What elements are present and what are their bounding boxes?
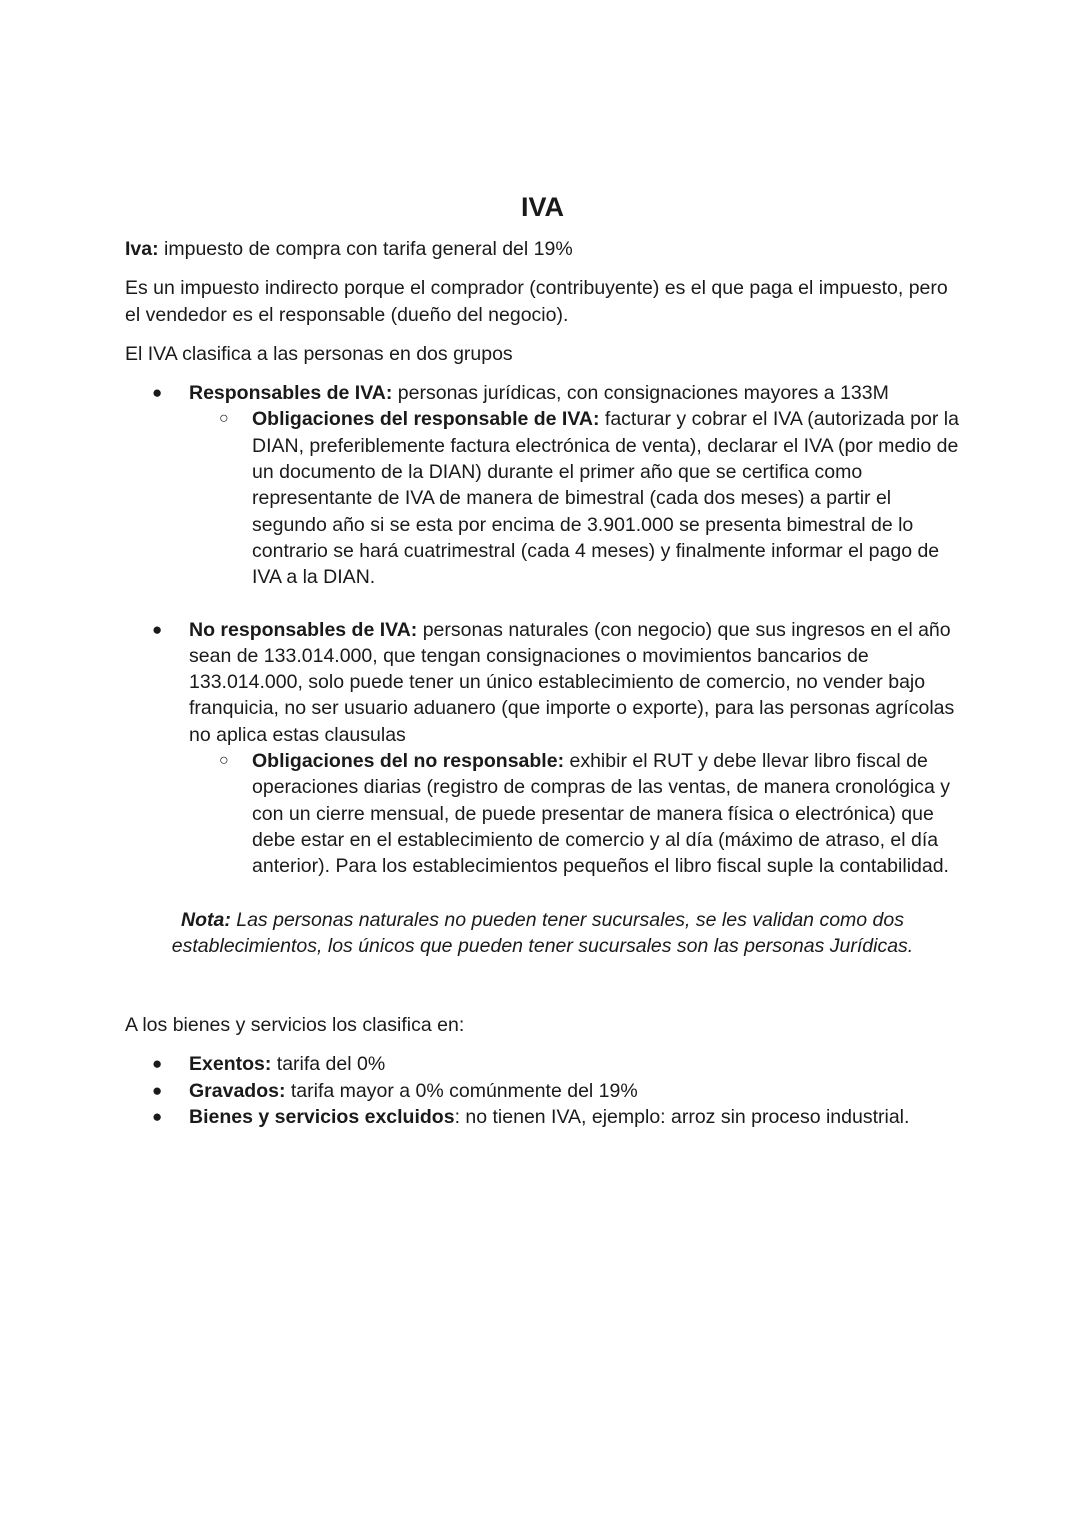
page-title: IVA (520, 192, 564, 222)
note-paragraph (125, 907, 960, 960)
item-label: Bienes y servicios excluidos (189, 1106, 455, 1129)
bullet-icon: ● (152, 619, 163, 639)
sub-item-text: facturar y cobrar el IVA (autorizada por la DIAN, preferiblemente factura electrónica de venta), declarar el IVA (por medio de un documento de la DIAN) durante el primer año que se certifica como representante de IVA de manera de bimestral (cada dos meses) a partir el segundo año si se esta por encima de 3.901.000 se presenta bimestral de lo contrario se hará cuatrimestral (cada 4 meses) y finalmente informar el pago de IVA a la DIAN. (252, 408, 959, 589)
bullet-icon: ● (152, 1054, 163, 1074)
iva-definition-label: Iva: (125, 238, 159, 260)
goods-list (125, 1051, 960, 1130)
item-text: tarifa del 0% (271, 1053, 386, 1076)
item-label: Exentos: (189, 1053, 272, 1076)
note-label: Nota: (181, 908, 231, 931)
sub-item-obligaciones-responsable (189, 406, 960, 590)
sub-item-obligaciones-no-responsable (189, 748, 960, 879)
item-text: tarifa mayor a 0% comúnmente del 19% (285, 1079, 638, 1102)
document-page (125, 190, 960, 1130)
sub-item-label: Obligaciones del no responsable: (252, 750, 565, 773)
sub-list (189, 748, 960, 879)
groups-intro: El IVA clasifica a las personas en dos grupos (125, 342, 513, 365)
list-item-no-responsables (125, 617, 960, 880)
iva-definition-text: impuesto de compra con tarifa general del 19% (158, 238, 573, 260)
list-item-exentos (125, 1051, 960, 1077)
iva-definition (125, 236, 960, 262)
sub-item-label: Obligaciones del responsable de IVA: (252, 408, 600, 431)
bullet-icon: ● (152, 1080, 163, 1100)
item-text: personas naturales (con negocio) que sus ingresos en el año sean de 133.014.000, que tengan consignaciones o movimientos bancarios de 133.014.000, solo puede tener un único establecimiento de comercio, no vender bajo franquicia, no ser usuario aduanero (que importe o exporte), para las personas agrícolas no aplica estas clausulas (189, 618, 955, 746)
indirect-tax-paragraph: Es un impuesto indirecto porque el comprador (contribuyente) es el que paga el impuesto, pero el vendedor es el responsable (dueño del negocio). (125, 277, 948, 326)
list-item-excluidos (125, 1104, 960, 1130)
circle-bullet-icon: ○ (219, 752, 229, 770)
item-text: : no tienen IVA, ejemplo: arroz sin proceso industrial. (454, 1106, 910, 1129)
bullet-icon: ● (152, 1107, 163, 1127)
list-item-responsables (125, 380, 960, 590)
item-text: personas jurídicas, con consignaciones mayores a 133M (392, 382, 889, 405)
list-item-gravados (125, 1078, 960, 1104)
item-label: Gravados: (189, 1079, 286, 1102)
circle-bullet-icon: ○ (219, 410, 229, 428)
sub-item-text: exhibir el RUT y debe llevar libro fiscal de operaciones diarias (registro de compras de las ventas, de manera cronológica y con un cierre mensual, de puede presentar de manera física o electrónica) que debe estar en el establecimiento de comercio y al día (máximo de atraso, el día anterior). Para los establecimientos pequeños el libro fiscal suple la contabilidad. (252, 750, 951, 878)
person-groups-list (125, 380, 960, 879)
item-label: Responsables de IVA: (189, 382, 393, 405)
bullet-icon: ● (152, 383, 163, 403)
sub-list (189, 406, 960, 590)
item-label: No responsables de IVA: (189, 618, 418, 641)
note-text: Las personas naturales no pueden tener sucursales, se les validan como dos establecimientos, los únicos que pueden tener sucursales son las personas Jurídicas. (171, 908, 914, 957)
goods-intro: A los bienes y servicios los clasifica en: (125, 1014, 465, 1037)
